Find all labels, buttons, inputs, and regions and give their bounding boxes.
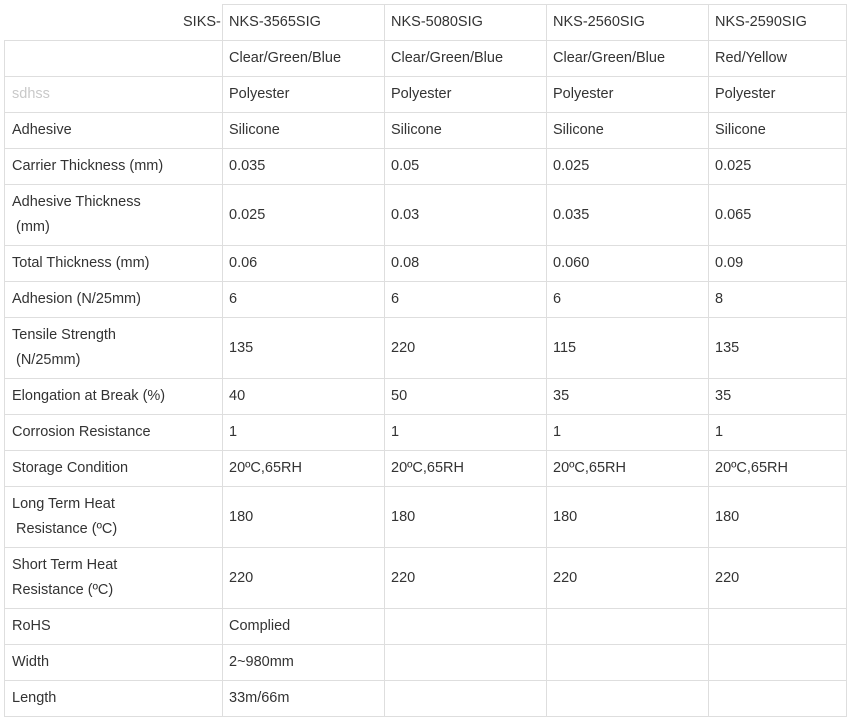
table-cell: 6 — [223, 282, 385, 318]
table-cell: 0.065 — [709, 185, 847, 246]
header-prefix: SIKS- — [183, 14, 221, 30]
table-cell: 6 — [547, 282, 709, 318]
table-cell: 180 — [385, 487, 547, 548]
table-cell: 115 — [547, 318, 709, 379]
table-cell: Clear/Green/Blue — [547, 41, 709, 77]
table-cell: 0.060 — [547, 246, 709, 282]
table-cell: Clear/Green/Blue — [223, 41, 385, 77]
table-cell — [385, 645, 547, 681]
row-label-line-1: Short Term Heat — [12, 557, 118, 573]
table-cell: Silicone — [223, 113, 385, 149]
table-cell: 40 — [223, 379, 385, 415]
row-label: Corrosion Resistance — [5, 415, 223, 451]
table-cell — [547, 681, 709, 717]
table-cell: 8 — [709, 282, 847, 318]
table-cell: 1 — [385, 415, 547, 451]
header-cell-model-3: NKS-2560SIG — [547, 5, 709, 41]
table-cell: 35 — [709, 379, 847, 415]
table-cell — [385, 609, 547, 645]
table-cell: Polyester — [709, 77, 847, 113]
table-cell: 20ºC,65RH — [223, 451, 385, 487]
table-row — [5, 451, 847, 487]
table-row — [5, 185, 847, 246]
row-label — [5, 548, 223, 609]
table-row — [5, 41, 847, 77]
table-cell: 0.035 — [547, 185, 709, 246]
table-cell: Complied — [223, 609, 385, 645]
table-cell: 6 — [385, 282, 547, 318]
table-row — [5, 415, 847, 451]
table-cell — [547, 609, 709, 645]
table-cell: Polyester — [223, 77, 385, 113]
table-cell: 0.05 — [385, 149, 547, 185]
table-cell: 0.06 — [223, 246, 385, 282]
header-cell-model-2: NKS-5080SIG — [385, 5, 547, 41]
row-label: Adhesion (N/25mm) — [5, 282, 223, 318]
table-cell: 1 — [547, 415, 709, 451]
table-cell: 35 — [547, 379, 709, 415]
table-row — [5, 645, 847, 681]
row-label: Width — [5, 645, 223, 681]
row-label: Adhesive — [5, 113, 223, 149]
table-cell: 33m/66m — [223, 681, 385, 717]
row-label — [5, 41, 223, 77]
row-label-line-1: Tensile Strength — [12, 327, 116, 343]
header-cell-model-1 — [183, 5, 385, 41]
table-cell: 180 — [547, 487, 709, 548]
table-cell: 135 — [223, 318, 385, 379]
header-cell-model-4: NKS-2590SIG — [709, 5, 847, 41]
row-label-line-2: (mm) — [16, 219, 50, 235]
row-label — [5, 185, 223, 246]
table-row — [5, 318, 847, 379]
table-cell: 0.08 — [385, 246, 547, 282]
table-row — [5, 548, 847, 609]
table-cell: 20ºC,65RH — [709, 451, 847, 487]
table-cell: Polyester — [385, 77, 547, 113]
row-label — [5, 487, 223, 548]
table-row — [5, 681, 847, 717]
row-label-line-1: Adhesive Thickness — [12, 194, 141, 210]
table-cell: 180 — [223, 487, 385, 548]
table-cell: 220 — [385, 318, 547, 379]
table-cell: Polyester — [547, 77, 709, 113]
table-cell: 0.025 — [223, 185, 385, 246]
row-label: Carrier Thickness (mm) — [5, 149, 223, 185]
table-cell: 180 — [709, 487, 847, 548]
header-model-name: NKS-3565SIG — [229, 14, 321, 30]
table-cell: 220 — [223, 548, 385, 609]
row-label: Total Thickness (mm) — [5, 246, 223, 282]
row-label-line-1: Long Term Heat — [12, 496, 115, 512]
table-cell: 20ºC,65RH — [547, 451, 709, 487]
table-cell: 1 — [709, 415, 847, 451]
row-label-line-2: Resistance (ºC) — [16, 521, 118, 537]
table-cell: 50 — [385, 379, 547, 415]
table-cell: 2~980mm — [223, 645, 385, 681]
table-cell — [709, 645, 847, 681]
row-label: Elongation at Break (%) — [5, 379, 223, 415]
table-cell: Silicone — [547, 113, 709, 149]
table-cell: 135 — [709, 318, 847, 379]
table-cell — [709, 681, 847, 717]
row-label-line-2: Resistance (ºC) — [12, 582, 114, 598]
table-cell: 220 — [709, 548, 847, 609]
table-cell: 0.025 — [547, 149, 709, 185]
table-cell: Silicone — [709, 113, 847, 149]
table-cell: 220 — [385, 548, 547, 609]
spec-table-container — [4, 4, 846, 717]
table-cell: 0.025 — [709, 149, 847, 185]
table-cell: Red/Yellow — [709, 41, 847, 77]
table-cell — [709, 609, 847, 645]
table-row — [5, 77, 847, 113]
table-cell: 0.03 — [385, 185, 547, 246]
table-row — [5, 487, 847, 548]
table-cell — [385, 681, 547, 717]
table-cell: 20ºC,65RH — [385, 451, 547, 487]
table-cell: 0.035 — [223, 149, 385, 185]
table-row — [5, 609, 847, 645]
row-label: Length — [5, 681, 223, 717]
header-row — [5, 5, 847, 41]
table-row — [5, 246, 847, 282]
row-label: Storage Condition — [5, 451, 223, 487]
row-label: sdhss — [5, 77, 223, 113]
table-cell: Silicone — [385, 113, 547, 149]
table-cell — [547, 645, 709, 681]
spec-table — [4, 4, 847, 717]
row-label: RoHS — [5, 609, 223, 645]
row-label-line-2: (N/25mm) — [16, 352, 81, 368]
table-cell: 1 — [223, 415, 385, 451]
table-cell: 220 — [547, 548, 709, 609]
row-label — [5, 318, 223, 379]
table-row — [5, 149, 847, 185]
table-cell: Clear/Green/Blue — [385, 41, 547, 77]
table-row — [5, 113, 847, 149]
table-row — [5, 379, 847, 415]
table-cell: 0.09 — [709, 246, 847, 282]
table-row — [5, 282, 847, 318]
